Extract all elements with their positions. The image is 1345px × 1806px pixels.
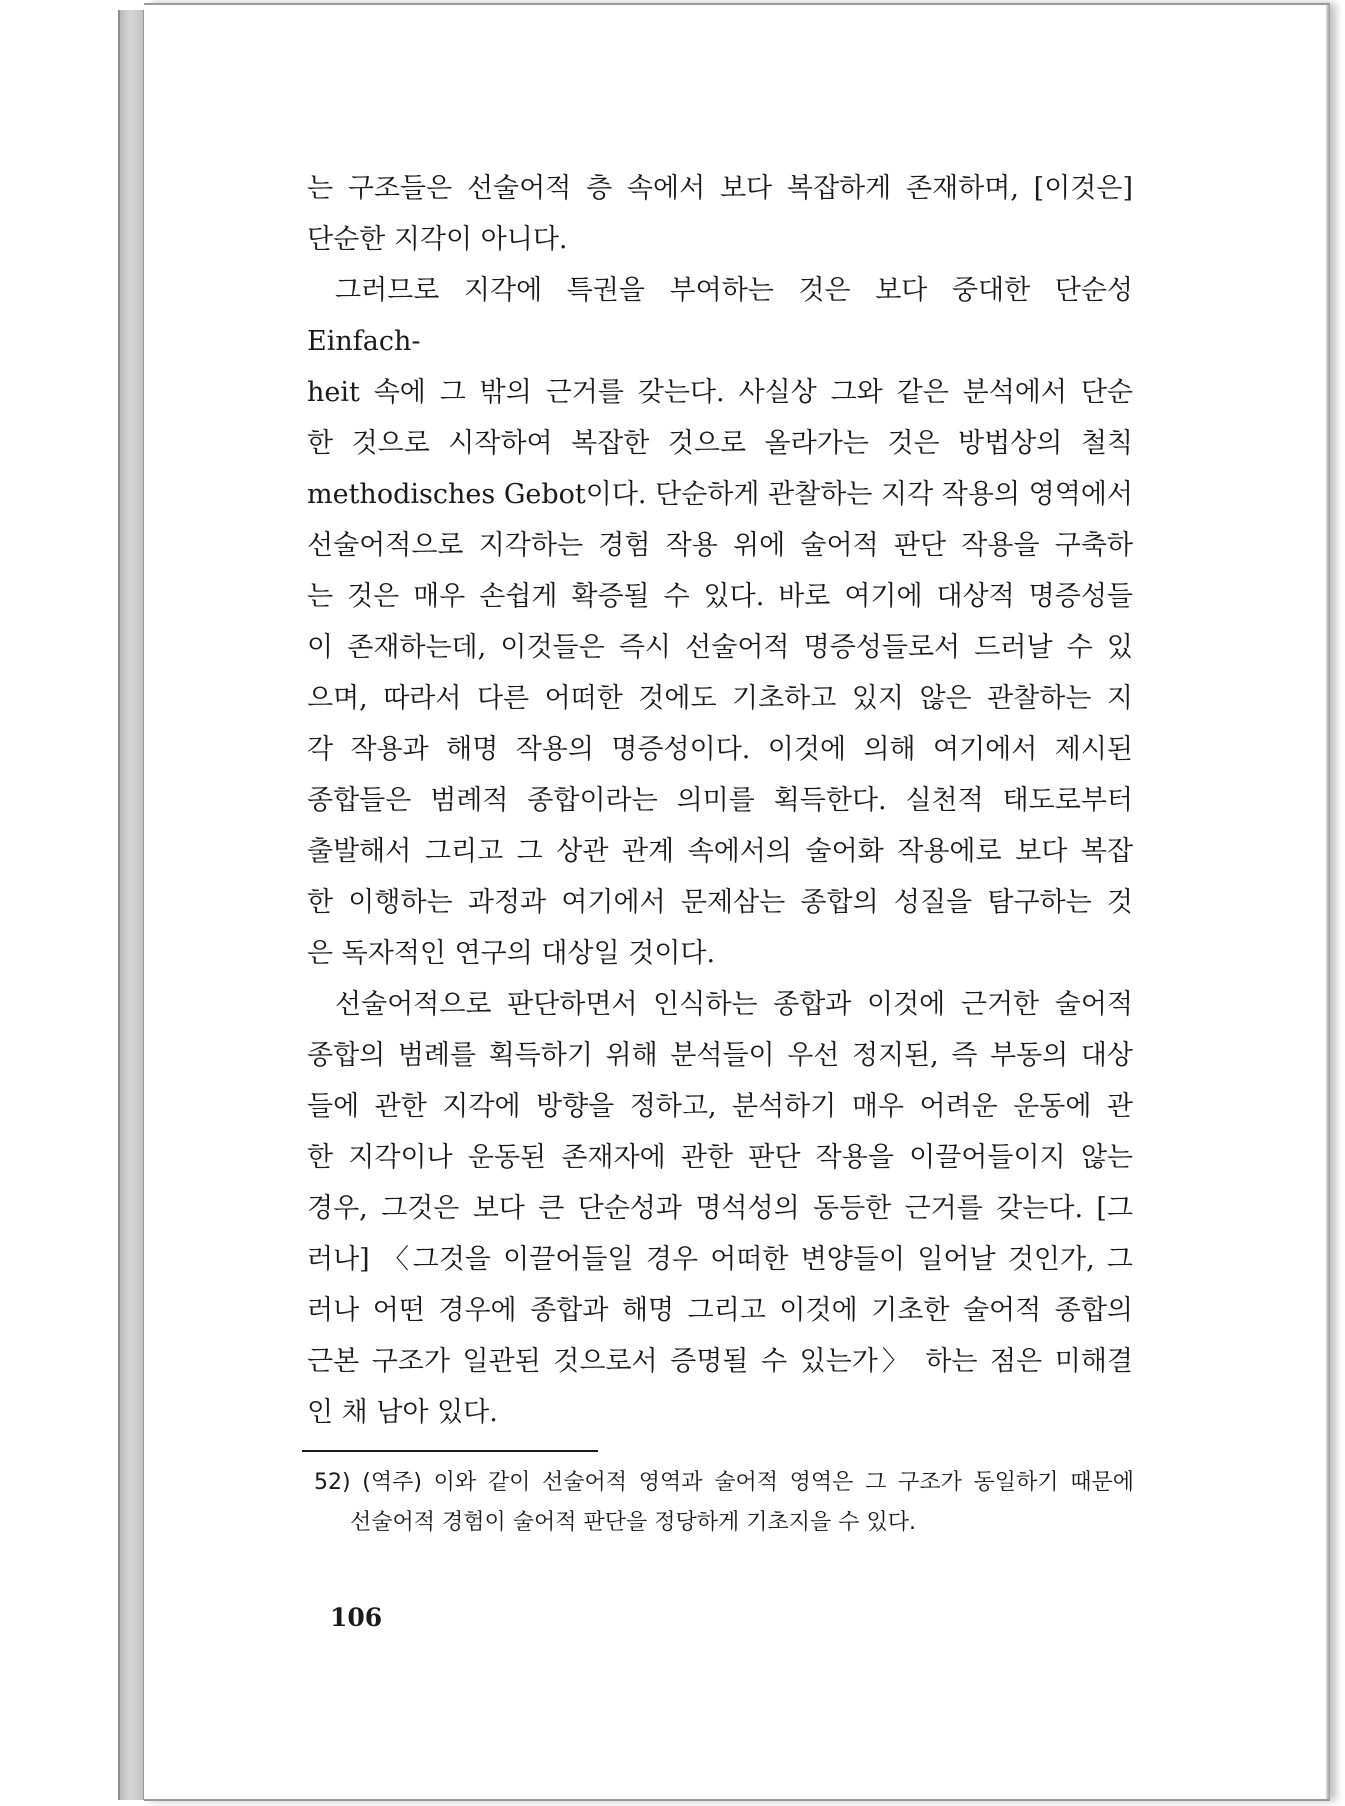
text-line: 러나 어떤 경우에 종합과 해명 그리고 이것에 기초한 술어적 종합의 (307, 1295, 1133, 1326)
text-line: 선술어적으로 지각하는 경험 작용 위에 술어적 판단 작용을 구축하 (307, 530, 1133, 561)
book-spine (118, 10, 144, 1800)
text-line: 경우, 그것은 보다 큰 단순성과 명석성의 동등한 근거를 갖는다. [그 (307, 1193, 1133, 1224)
text-line: 단순한 지각이 아니다. (307, 224, 568, 255)
text-line: methodisches Gebot이다. 단순하게 관찰하는 지각 작용의 영역에서 (307, 479, 1133, 510)
text-line: 한 이행하는 과정과 여기에서 문제삼는 종합의 성질을 탐구하는 것 (307, 887, 1133, 918)
text-line: 그러므로 지각에 특권을 부여하는 것은 보다 중대한 단순성 Einfach- (307, 275, 1133, 357)
text-line: 는 구조들은 선술어적 층 속에서 보다 복잡하게 존재하며, [이것은] (307, 173, 1133, 204)
book-page (144, 3, 1330, 1801)
text-line: 종합들은 범례적 종합이라는 의미를 획득한다. 실천적 태도로부터 (307, 785, 1133, 816)
text-line: 각 작용과 해명 작용의 명증성이다. 이것에 의해 여기에서 제시된 (307, 734, 1133, 765)
text-line: 들에 관한 지각에 방향을 정하고, 분석하기 매우 어려운 운동에 관 (307, 1091, 1133, 1122)
footnote (314, 1463, 1134, 1543)
text-line: 출발해서 그리고 그 상관 관계 속에서의 술어화 작용에로 보다 복잡 (307, 836, 1133, 867)
text-line: 종합의 범례를 획득하기 위해 분석들이 우선 정지된, 즉 부동의 대상 (307, 1040, 1133, 1071)
text-line: heit 속에 그 밖의 근거를 갖는다. 사실상 그와 같은 분석에서 단순 (307, 377, 1133, 408)
footnote-divider (302, 1450, 598, 1452)
text-line: 으며, 따라서 다른 어떠한 것에도 기초하고 있지 않은 관찰하는 지 (307, 683, 1133, 714)
page-number: 106 (330, 1603, 383, 1632)
text-line: 러나] 〈그것을 이끌어들일 경우 어떠한 변양들이 일어날 것인가, 그 (307, 1244, 1133, 1275)
text-line: 근본 구조가 일관된 것으로서 증명될 수 있는가〉 하는 점은 미해결 (307, 1346, 1133, 1377)
text-line: 이 존재하는데, 이것들은 즉시 선술어적 명증성들로서 드러날 수 있 (307, 632, 1133, 663)
footnote-text: 52) (역주) 이와 같이 선술어적 영역과 술어적 영역은 그 구조가 동일하기 때문에 선술어적 경험이 술어적 판단을 정당하게 기초지을 수 있다. (314, 1470, 1134, 1535)
page-edge-shadow (1326, 5, 1330, 1799)
text-line: 한 것으로 시작하여 복잡한 것으로 올라가는 것은 방법상의 철칙 (307, 428, 1133, 459)
text-line: 한 지각이나 운동된 존재자에 관한 판단 작용을 이끌어들이지 않는 (307, 1142, 1133, 1173)
text-line: 인 채 남아 있다. (307, 1397, 498, 1428)
text-line: 선술어적으로 판단하면서 인식하는 종합과 이것에 근거한 술어적 (335, 989, 1133, 1020)
text-line: 은 독자적인 연구의 대상일 것이다. (307, 938, 716, 969)
main-text (307, 163, 1133, 1438)
text-line: 는 것은 매우 손쉽게 확증될 수 있다. 바로 여기에 대상적 명증성들 (307, 581, 1133, 612)
